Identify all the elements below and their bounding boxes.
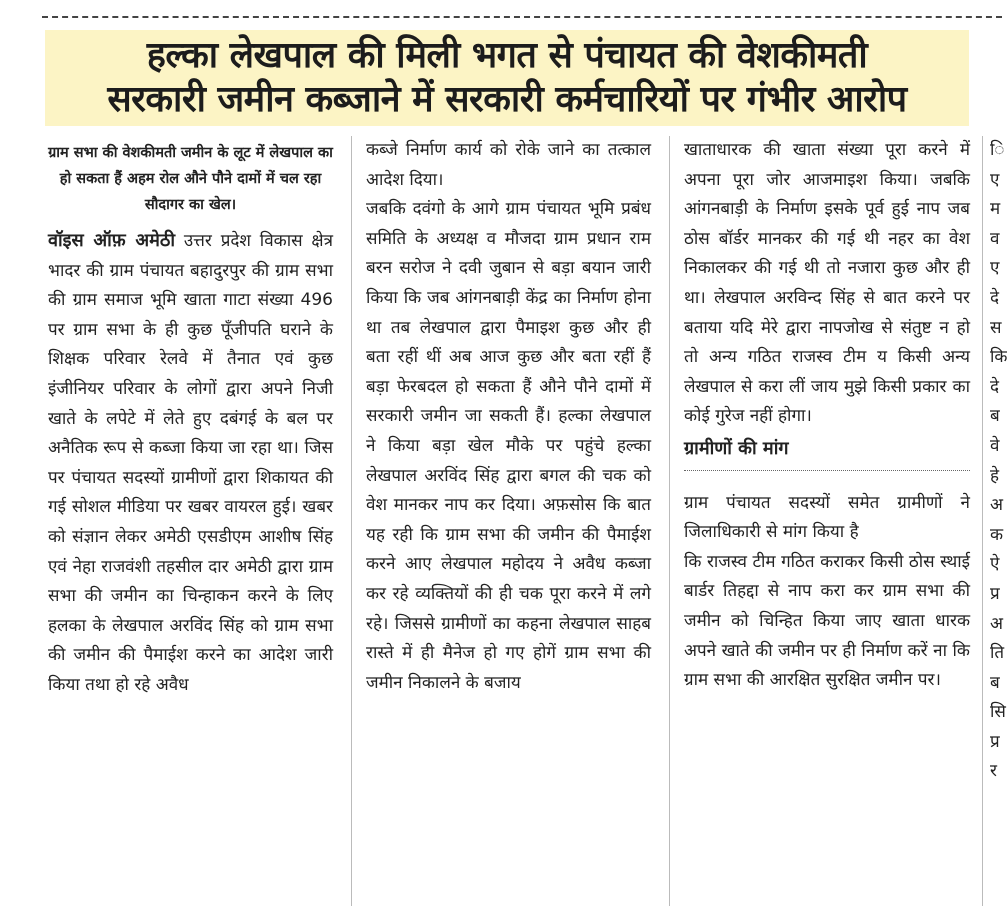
headline-line-2: सरकारी जमीन कब्जाने में सरकारी कर्मचारियों पर गंभीर आरोप: [107, 79, 907, 120]
article-column-3: [684, 136, 970, 906]
column-divider: [351, 136, 352, 906]
cropped-text-fragment: दे: [990, 287, 1000, 308]
cropped-text-fragment: अ: [990, 613, 1003, 634]
article-paragraph: [48, 226, 333, 701]
article-paragraph: कि राजस्व टीम गठित कराकर किसी ठोस स्थाई बार्डर तिहद्दा से नाप करा कर ग्राम सभा की जमीन को चिन्हित किया जाए खाता धारक अपने खाते की जमीन पर ही निर्माण करें ना कि ग्राम सभा की आरक्षित सुरक्षित जमीन पर।: [684, 551, 970, 691]
cropped-text-fragment: प्र: [990, 731, 1000, 752]
headline-line-1: हल्का लेखपाल की मिली भगत से पंचायत की वेशकीमती: [146, 35, 868, 76]
dateline: वॉइस ऑफ़ अमेठी: [48, 230, 175, 251]
cropped-text-fragment: ति: [990, 643, 1005, 664]
cropped-text-fragment: प्र: [990, 583, 1000, 604]
cropped-text-fragment: हे: [990, 465, 1000, 486]
section-heading: ग्रामीणों की मांग: [684, 437, 789, 459]
article-column-1: [48, 136, 333, 906]
cropped-text-fragment: म: [990, 199, 1001, 220]
top-dashed-rule: [42, 16, 1002, 18]
cropped-text-fragment: कि: [990, 347, 1007, 368]
cropped-text-fragment: ब: [990, 406, 1000, 427]
cropped-text-fragment: स: [990, 317, 1002, 338]
article-subheading: ग्राम सभा की वेशकीमती जमीन के लूट में लेखपाल का हो सकता हैं अहम रोल औने पौने दामों में चल रहा सौदागर का खेल।: [48, 145, 333, 213]
cropped-text-fragment: ि: [990, 140, 1005, 160]
article-paragraph: जबकि दवंगो के आगे ग्राम पंचायत भूमि प्रबंध समिति के अध्यक्ष व मौजदा ग्राम प्रधान राम बरन सरोज ने दवी जुबान से बड़ा बयान जारी किया कि जब आंगनबाड़ी केंद्र का निर्माण होना था तब लेखपाल द्वारा पैमाइश कुछ और ही बता रहीं थीं अब आज कुछ और बता रहीं हैं बड़ा फेरबदल हो सकता हैं औने पौने दामों में सरकारी जमीन जा सकती हैं। हल्का लेखपाल ने किया बड़ा खेल मौके पर पहुंचे हल्का लेखपाल अरविंद सिंह द्वारा बगल की चक को वेश मानकर नाप कर दिया। अफ़सोस कि बात यह रही कि ग्राम सभा की जमीन की पैमाईश करने आए लेखपाल महोदय ने अवैध कब्जा कर रहे व्यक्तियों की ही चक पूरा करने में लगे रहे। जिससे ग्रामीणों का कहना लेखपाल साहब रास्ते में ही मैनेज हो गए होगें ग्राम सभा की जमीन निकालने के बजाय: [366, 199, 651, 693]
cropped-text-fragment: दे: [990, 376, 1000, 397]
cropped-text-fragment: ब: [990, 672, 1000, 693]
article-column-4-cropped: [990, 136, 1005, 906]
article-paragraph: ग्राम पंचायत सदस्यों समेत ग्रामीणों ने जिलाधिकारी से मांग किया है: [684, 492, 970, 543]
cropped-text-fragment: ए: [990, 169, 1000, 190]
cropped-text-fragment: वे: [990, 435, 1000, 456]
article-paragraph: कब्जे निर्माण कार्य को रोके जाने का तत्काल आदेश दिया।: [366, 140, 651, 190]
column-divider: [982, 136, 983, 906]
column-divider: [669, 136, 670, 906]
article-paragraph: खाताधारक की खाता संख्या पूरा करने में अपना पूरा जोर आजमाइश किया। जबकि आंगनबाड़ी के निर्माण इसके पूर्व हुई नाप जब ठोस बॉर्डर मानकर की गई थी नहर का वेश निकालकर की गई थी तो नजारा कुछ और ही था। लेखपाल अरविन्द सिंह से बात करने पर बताया यदि मेरे द्वारा नापजोख से संतुष्ट न हो तो अन्य गठित राजस्व टीम य किसी अन्य लेखपाल से करा लीं जाय मुझे किसी प्रकार का कोई गुरेज नहीं होगा।: [684, 140, 970, 427]
cropped-text-fragment: ए: [990, 258, 1000, 279]
dotted-separator: [684, 470, 970, 471]
article-column-2: [366, 136, 651, 906]
cropped-text-fragment: सि: [990, 702, 1006, 723]
headline-banner: [45, 30, 969, 126]
article-body-text: उत्तर प्रदेश विकास क्षेत्र भादर की ग्राम पंचायत बहादुरपुर की ग्राम सभा की ग्राम समाज भूमि खाता गाटा संख्या 496 पर ग्राम सभा के ही कुछ पूँजीपति घराने के शिक्षक परिवार रेलवे में तैनात एवं कुछ इंजीनियर परिवार के लोगों द्वारा अपने निजी खाते के लपेटे में लेते हुए दबंगई के बल पर अनैतिक रूप से कब्जा किया जा रहा था। जिस पर पंचायत सदस्यों ग्रामीणों द्वारा शिकायत की गई सोशल मीडिया पर खबर वायरल हुई। खबर को संज्ञान लेकर अमेठी एसडीएम आशीष सिंह एवं नेहा राजवंशी तहसील दार अमेठी द्वारा ग्राम सभा की जमीन का चिन्हाकन करने के लिए हलका के लेखपाल अरविंद सिंह को ग्राम सभा की जमीन की पैमाईश करने का आदेश जारी किया तथा हो रहे अवैध: [48, 231, 333, 695]
cropped-text-fragment: अ: [990, 495, 1003, 516]
cropped-text-fragment: क: [990, 524, 1004, 545]
cropped-text-fragment: ऐ: [990, 554, 1000, 575]
cropped-text-fragment: र: [990, 761, 997, 782]
cropped-text-fragment: व: [990, 228, 1000, 249]
